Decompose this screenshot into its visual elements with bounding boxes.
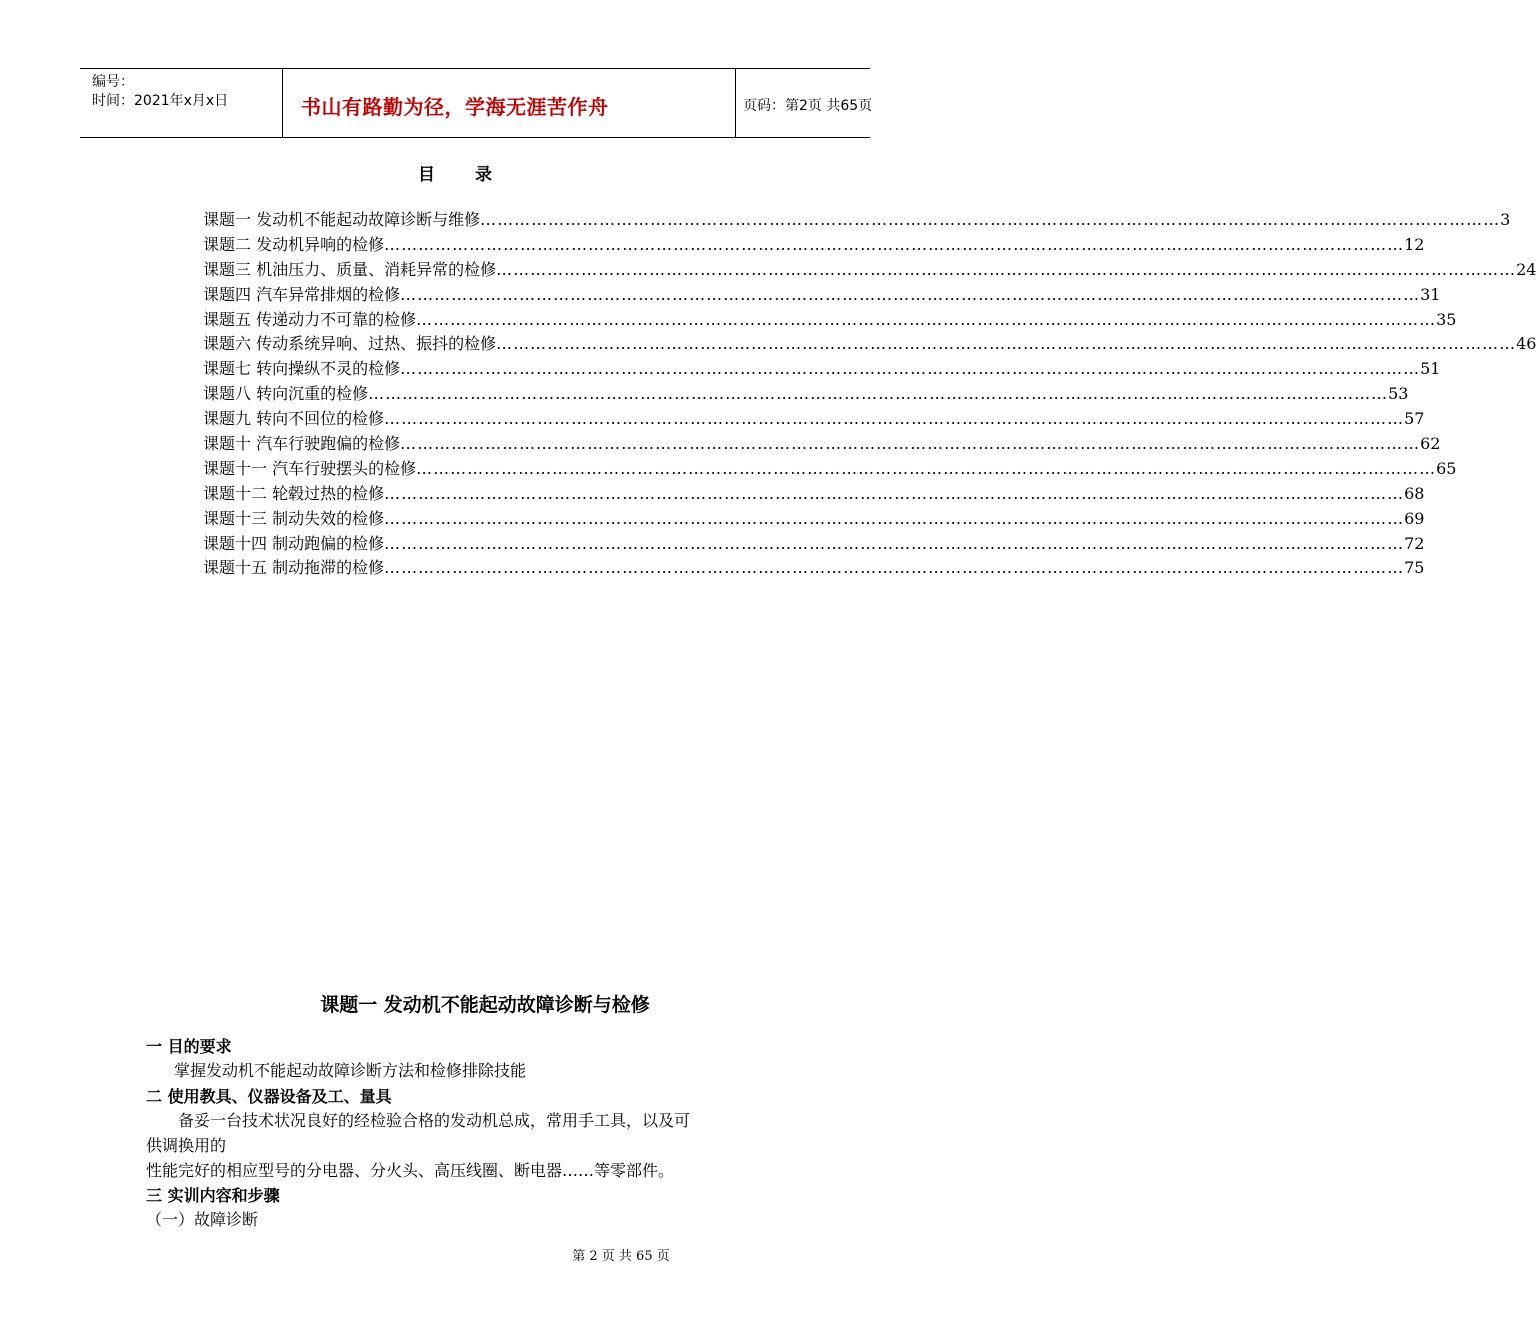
toc-entry-page: 62 (1420, 434, 1441, 454)
toc-entry-label: 课题十五 制动拖滞的检修 (203, 558, 385, 578)
table-of-contents (203, 208, 1536, 581)
toc-entry-page: 12 (1404, 234, 1425, 254)
toc-entry (203, 233, 1425, 258)
objectives-text: 掌握发动机不能起动故障诊断方法和检修排除技能 (174, 1061, 527, 1080)
toc-entry (203, 382, 1409, 407)
toc-entry (203, 208, 1511, 233)
toc-entry-page: 24 (1516, 259, 1536, 279)
toc-entry-label: 课题三 机油压力、质量、消耗异常的检修 (203, 259, 497, 279)
toc-entry (203, 283, 1441, 308)
toc-entry-page: 65 (1436, 458, 1457, 478)
toc-entry-label: 课题九 转向不回位的检修 (203, 409, 385, 429)
header-meta-cell (80, 69, 282, 137)
toc-entry (203, 258, 1536, 283)
toc-entry-label: 课题十一 汽车行驶摆头的检修 (203, 458, 417, 478)
toc-entry-label: 课题一 发动机不能起动故障诊断与维修 (203, 210, 481, 229)
toc-entry-page: 51 (1420, 359, 1441, 379)
toc-entry-label: 课题十二 轮毂过热的检修 (203, 483, 385, 503)
toc-entry-page: 72 (1404, 533, 1425, 553)
toc-leader-dots: ……………………………………………………………………………………………………………………………………………………………… (496, 259, 1517, 279)
toc-leader-dots: ……………………………………………………………………………………………………………………………………………………………… (496, 334, 1517, 354)
equipment-text-line3: 性能完好的相应型号的分电器、分火头、高压线圈、断电器……等零部件。 (146, 1161, 675, 1180)
toc-entry-label: 课题二 发动机异响的检修 (203, 234, 385, 254)
toc-entry-page: 3 (1500, 210, 1511, 229)
toc-entry-label: 课题八 转向沉重的检修 (203, 384, 369, 404)
subsection-diagnosis: （一）故障诊断 (146, 1210, 259, 1229)
toc-entry-page: 68 (1404, 483, 1425, 503)
toc-entry-page: 69 (1404, 508, 1425, 528)
toc-entry (203, 332, 1536, 357)
toc-leader-dots: ……………………………………………………………………………………………………………………………………………………………… (400, 359, 1421, 379)
toc-leader-dots: ……………………………………………………………………………………………………………………………………………………………… (384, 409, 1405, 429)
toc-entry-label: 课题五 传递动力不可靠的检修 (203, 309, 417, 329)
page-header (80, 68, 873, 138)
toc-leader-dots: ……………………………………………………………………………………………………………………………………………………………… (400, 284, 1421, 304)
header-motto-cell (282, 69, 736, 137)
toc-entry-page: 57 (1404, 409, 1425, 429)
toc-entry-page: 75 (1404, 558, 1425, 578)
toc-title-text: 目录 (418, 165, 532, 185)
number-label: 编号： (92, 74, 134, 90)
toc-title (0, 160, 950, 185)
motto-text: 书山有路勤为径，学海无涯苦作舟 (301, 95, 609, 119)
section-heading-steps: 三 实训内容和步骤 (146, 1186, 280, 1205)
date-line: 时间：2021年x月x日 (92, 93, 229, 109)
chapter-title: 课题一 发动机不能起动故障诊断与检修 (320, 994, 650, 1016)
toc-entry-page: 35 (1436, 309, 1457, 329)
toc-entry-page: 31 (1420, 284, 1441, 304)
toc-entry-label: 课题十三 制动失效的检修 (203, 508, 385, 528)
toc-entry-label: 课题七 转向操纵不灵的检修 (203, 359, 401, 379)
toc-entry-page: 46 (1516, 334, 1536, 354)
toc-entry-label: 课题十四 制动跑偏的检修 (203, 533, 385, 553)
equipment-text-line1: 备妥一台技术状况良好的经检验合格的发动机总成，常用手工具，以及可 (178, 1111, 691, 1130)
toc-leader-dots: ……………………………………………………………………………………………………………………………………………………………… (368, 384, 1389, 404)
toc-leader-dots: ……………………………………………………………………………………………………………………………………………………………… (400, 434, 1421, 454)
toc-entry (203, 432, 1441, 457)
toc-entry-label: 课题十 汽车行驶跑偏的检修 (203, 434, 401, 454)
toc-leader-dots: ……………………………………………………………………………………………………………………………………………………………… (384, 558, 1405, 578)
section-heading-equipment: 二 使用教具、仪器设备及工、量具 (146, 1087, 392, 1106)
section-heading-objectives: 一 目的要求 (146, 1037, 232, 1056)
equipment-text-line2: 供调换用的 (146, 1136, 227, 1155)
toc-entry-label: 课题六 传动系统异响、过热、振抖的检修 (203, 334, 497, 354)
toc-entry-label: 课题四 汽车异常排烟的检修 (203, 284, 401, 304)
toc-entry (203, 357, 1441, 382)
toc-entry (203, 556, 1425, 581)
toc-entry (203, 308, 1457, 333)
toc-entry (203, 407, 1425, 432)
page-footer: 第 2 页 共 65 页 (572, 1249, 670, 1264)
toc-leader-dots: ……………………………………………………………………………………………………………………………………………………………… (416, 458, 1437, 478)
toc-leader-dots: ……………………………………………………………………………………………………………………………………………………………… (384, 533, 1405, 553)
toc-leader-dots: ……………………………………………………………………………………………………………………………………………………………… (384, 234, 1405, 254)
header-page-info: 页码：第2页 共65页 (743, 98, 873, 114)
toc-leader-dots: ……………………………………………………………………………………………………………………………………………………………… (416, 309, 1437, 329)
header-page-cell (735, 69, 873, 137)
toc-entry (203, 532, 1425, 557)
toc-leader-dots: ……………………………………………………………………………………………………………………………………………………………… (384, 483, 1405, 503)
toc-entry (203, 507, 1425, 532)
toc-leader-dots: ……………………………………………………………………………………………………………………………………………………………… (384, 508, 1405, 528)
toc-entry-page: 53 (1388, 384, 1409, 404)
toc-entry (203, 482, 1425, 507)
toc-leader-dots: ……………………………………………………………………………………………………………………………………………………………… (480, 210, 1501, 229)
toc-entry (203, 457, 1457, 482)
